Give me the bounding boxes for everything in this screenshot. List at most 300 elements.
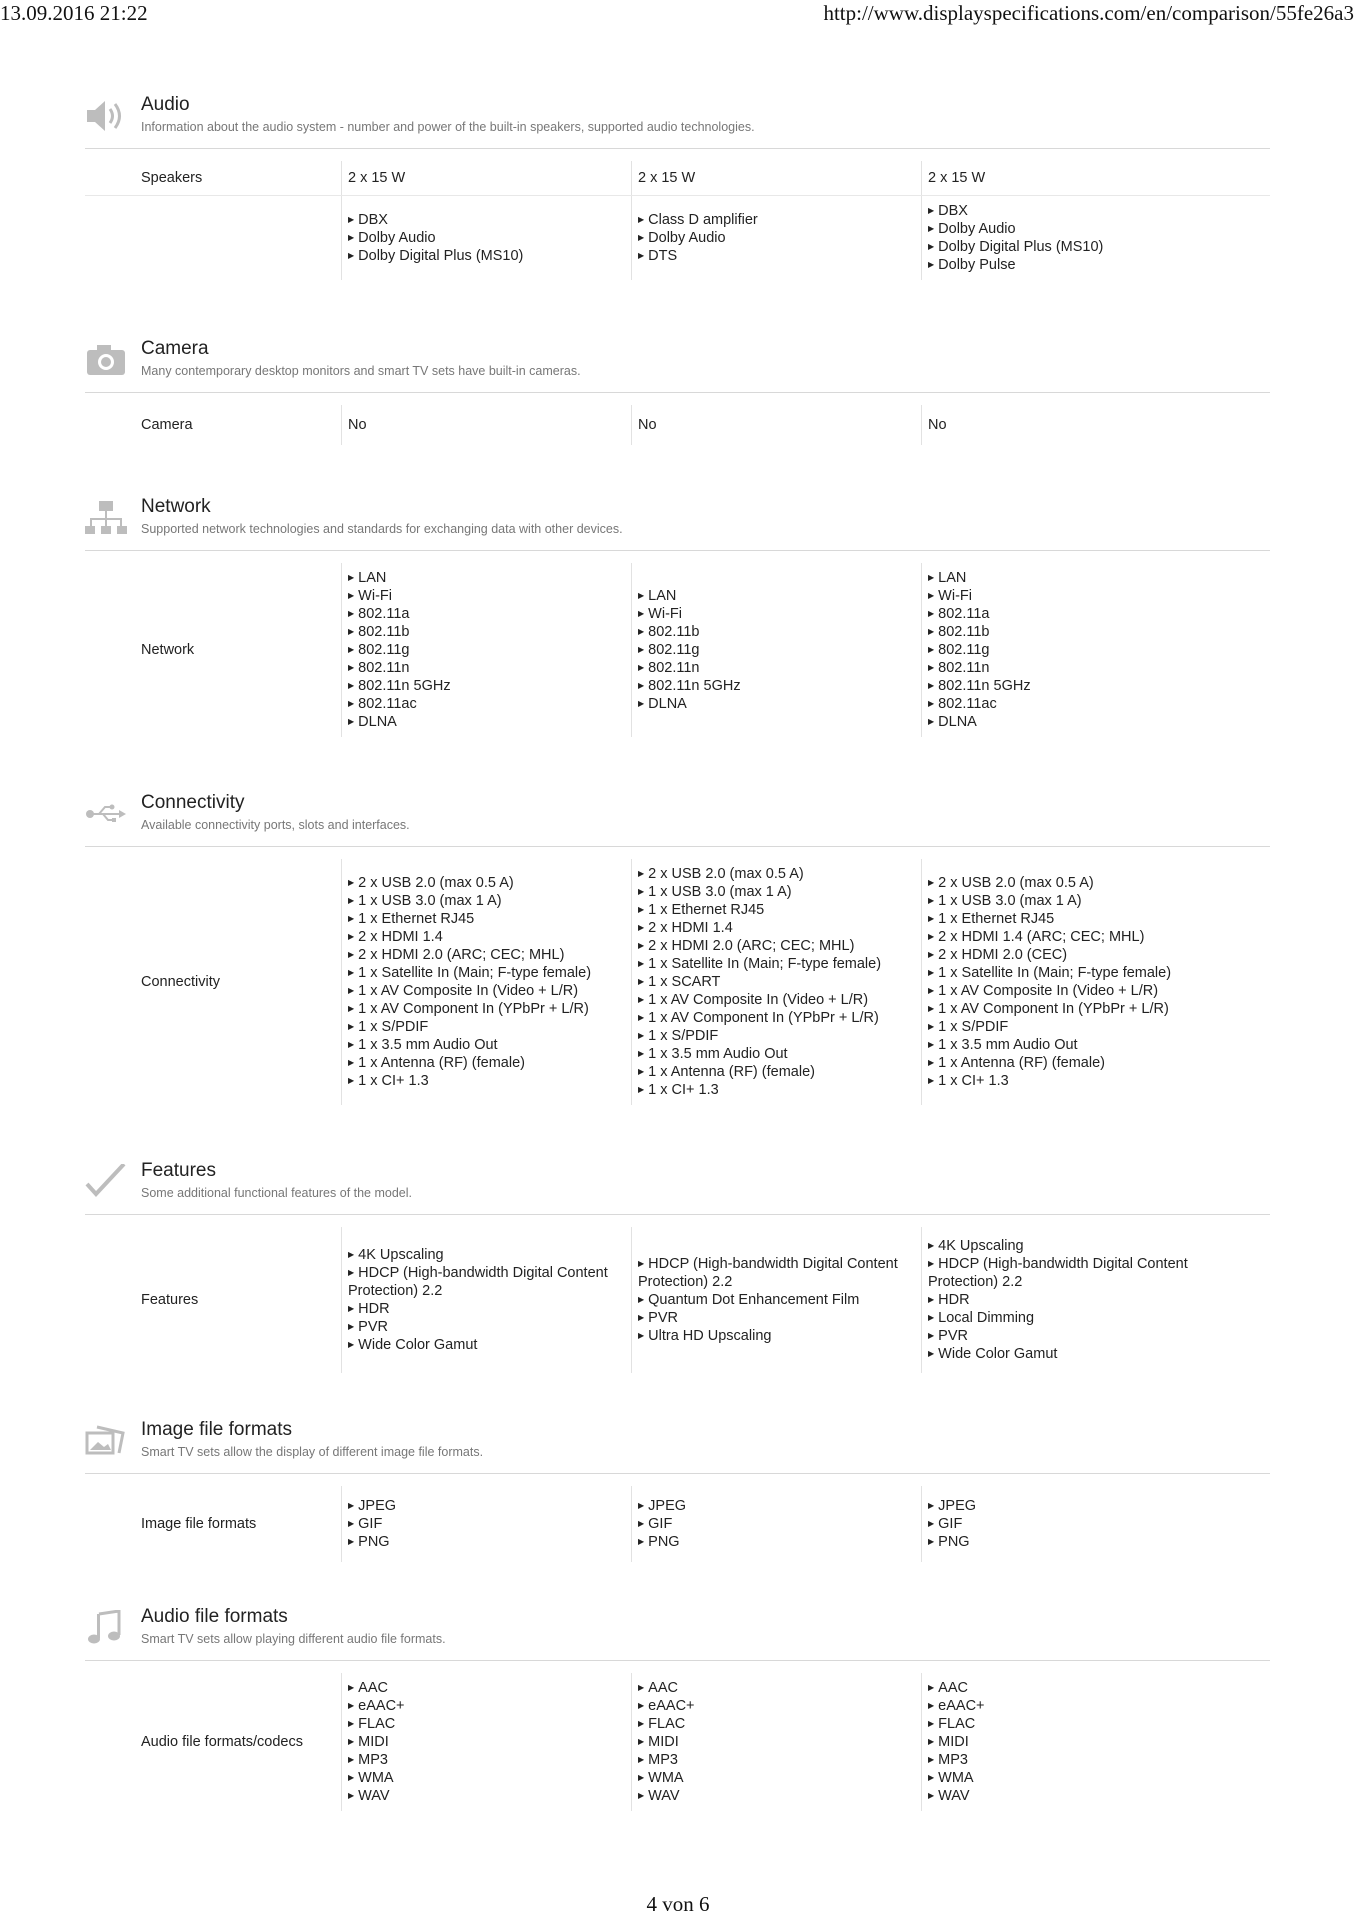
value-text: DTS <box>648 248 678 264</box>
bullet-triangle-icon: ▶ <box>928 1313 935 1322</box>
spec-rows <box>85 1215 1270 1373</box>
value-text: GIF <box>938 1516 963 1532</box>
value-item <box>348 1264 625 1300</box>
value-list <box>348 569 451 731</box>
value-list <box>638 1255 915 1345</box>
section-description: Information about the audio system - number and power of the built-in speakers, supported audio technologies. <box>141 120 755 134</box>
bullet-triangle-icon: ▶ <box>348 950 355 959</box>
value-item <box>928 1327 1205 1345</box>
bullet-triangle-icon: ▶ <box>638 645 645 654</box>
spec-value-model-3 <box>921 196 1211 280</box>
value-text: 1 x S/PDIF <box>358 1019 429 1035</box>
bullet-triangle-icon: ▶ <box>638 1791 645 1800</box>
value-text: 1 x AV Composite In (Video + L/R) <box>648 992 869 1008</box>
bullet-triangle-icon: ▶ <box>928 1241 935 1250</box>
spec-value-model-2 <box>631 1227 921 1373</box>
bullet-triangle-icon: ▶ <box>348 1022 355 1031</box>
value-item <box>348 1018 591 1036</box>
spec-value-model-1 <box>341 405 631 445</box>
spec-value-model-3 <box>921 563 1211 737</box>
value-item <box>928 910 1171 928</box>
value-item <box>928 1751 985 1769</box>
section-description: Smart TV sets allow the display of different image file formats. <box>141 1445 484 1459</box>
bullet-triangle-icon: ▶ <box>348 717 355 726</box>
bullet-triangle-icon: ▶ <box>638 923 645 932</box>
value-item <box>348 1533 396 1551</box>
value-item <box>638 1027 881 1045</box>
value-item <box>348 1733 405 1751</box>
value-item <box>638 1715 695 1733</box>
bullet-triangle-icon: ▶ <box>638 1501 645 1510</box>
value-item <box>928 569 1031 587</box>
bullet-triangle-icon: ▶ <box>348 573 355 582</box>
value-text: LAN <box>648 588 677 604</box>
value-item <box>928 677 1031 695</box>
value-item <box>928 713 1031 731</box>
bullet-triangle-icon: ▶ <box>348 1340 355 1349</box>
spec-label: Image file formats <box>141 1516 257 1532</box>
value-text: 1 x 3.5 mm Audio Out <box>648 1046 788 1062</box>
value-item <box>348 928 591 946</box>
value-item <box>348 1715 405 1733</box>
value-item <box>348 229 523 247</box>
value-list <box>928 1497 976 1551</box>
value-item <box>638 587 741 605</box>
value-text: FLAC <box>648 1716 686 1732</box>
bullet-triangle-icon: ▶ <box>348 932 355 941</box>
bullet-triangle-icon: ▶ <box>928 1719 935 1728</box>
value-item <box>348 892 591 910</box>
bullet-triangle-icon: ▶ <box>348 1719 355 1728</box>
value-text: DLNA <box>938 714 977 730</box>
value-text: DLNA <box>358 714 397 730</box>
bullet-triangle-icon: ▶ <box>638 699 645 708</box>
bullet-triangle-icon: ▶ <box>638 1701 645 1710</box>
bullet-triangle-icon: ▶ <box>348 681 355 690</box>
bullet-triangle-icon: ▶ <box>928 206 935 215</box>
value-text: MIDI <box>648 1734 679 1750</box>
value-item <box>348 1300 625 1318</box>
value-item <box>348 247 523 265</box>
value-list <box>348 1497 396 1551</box>
bullet-triangle-icon: ▶ <box>348 1076 355 1085</box>
value-item <box>928 964 1171 982</box>
page-number: 4 von 6 <box>646 1892 710 1916</box>
value-text: 2 x 15 W <box>638 170 696 186</box>
value-text: HDCP (High-bandwidth Digital Content Protection) 2.2 <box>348 1265 608 1299</box>
value-text: Wi-Fi <box>648 606 682 622</box>
value-text: eAAC+ <box>358 1698 405 1714</box>
value-item <box>928 1497 976 1515</box>
bullet-triangle-icon: ▶ <box>928 1791 935 1800</box>
value-text: 2 x HDMI 2.0 (ARC; CEC; MHL) <box>358 947 565 963</box>
value-item <box>638 883 881 901</box>
value-text: 1 x CI+ 1.3 <box>938 1073 1009 1089</box>
value-text: 1 x Satellite In (Main; F-type female) <box>358 965 592 981</box>
value-text: FLAC <box>358 1716 396 1732</box>
value-item <box>348 964 591 982</box>
value-text: AAC <box>938 1680 968 1696</box>
section-header <box>85 90 1270 149</box>
value-text: MIDI <box>358 1734 389 1750</box>
value-list <box>348 1246 625 1354</box>
value-list <box>638 1497 686 1551</box>
value-item <box>348 910 591 928</box>
value-item <box>348 695 451 713</box>
value-text: 802.11ac <box>938 696 997 712</box>
network-icon <box>85 500 127 536</box>
value-text: Dolby Audio <box>358 230 436 246</box>
bullet-triangle-icon: ▶ <box>638 977 645 986</box>
bullet-triangle-icon: ▶ <box>348 1040 355 1049</box>
value-item <box>348 1036 591 1054</box>
value-text: No <box>928 417 947 433</box>
value-item <box>638 1697 695 1715</box>
value-item <box>638 1327 915 1345</box>
value-text: DBX <box>938 203 968 219</box>
value-list <box>638 416 657 434</box>
value-text: 802.11b <box>358 624 410 640</box>
bullet-triangle-icon: ▶ <box>928 681 935 690</box>
bullet-triangle-icon: ▶ <box>638 1013 645 1022</box>
value-text: MP3 <box>358 1752 388 1768</box>
spec-value-model-3 <box>921 161 1211 195</box>
bullet-triangle-icon: ▶ <box>348 1250 355 1259</box>
value-text: JPEG <box>938 1498 977 1514</box>
value-text: PVR <box>938 1328 968 1344</box>
spec-label: Speakers <box>141 170 203 186</box>
value-list <box>928 874 1171 1090</box>
value-item <box>348 641 451 659</box>
spec-label: Camera <box>141 417 193 433</box>
value-text: 802.11g <box>648 642 700 658</box>
print-header <box>0 0 1356 28</box>
bullet-triangle-icon: ▶ <box>348 1701 355 1710</box>
value-text: 1 x CI+ 1.3 <box>358 1073 429 1089</box>
section-audio-formats <box>85 1602 1270 1811</box>
value-text: 802.11n 5GHz <box>358 678 451 694</box>
bullet-triangle-icon: ▶ <box>928 663 935 672</box>
value-item <box>348 1336 625 1354</box>
value-item <box>638 623 741 641</box>
spec-value-model-2 <box>631 1486 921 1562</box>
value-item <box>638 919 881 937</box>
value-text: 1 x AV Composite In (Video + L/R) <box>938 983 1159 999</box>
value-item <box>928 1679 985 1697</box>
spec-value-model-1 <box>341 196 631 280</box>
bullet-triangle-icon: ▶ <box>638 1085 645 1094</box>
value-item <box>928 1515 976 1533</box>
value-item <box>928 238 1103 256</box>
value-item <box>638 1787 695 1805</box>
value-text: 2 x 15 W <box>348 170 406 186</box>
bullet-triangle-icon: ▶ <box>348 1755 355 1764</box>
spec-value-model-2 <box>631 405 921 445</box>
value-item <box>638 1063 881 1081</box>
bullet-triangle-icon: ▶ <box>348 968 355 977</box>
value-text: HDR <box>938 1292 970 1308</box>
value-text: No <box>638 417 657 433</box>
bullet-triangle-icon: ▶ <box>638 1259 645 1268</box>
bullet-triangle-icon: ▶ <box>638 233 645 242</box>
value-item <box>638 1751 695 1769</box>
bullet-triangle-icon: ▶ <box>928 914 935 923</box>
bullet-triangle-icon: ▶ <box>348 986 355 995</box>
bullet-triangle-icon: ▶ <box>928 968 935 977</box>
spec-rows <box>85 1474 1270 1562</box>
value-list <box>638 1679 695 1805</box>
spec-value-model-1 <box>341 859 631 1105</box>
value-item <box>638 605 741 623</box>
value-item <box>928 416 947 434</box>
value-item <box>638 901 881 919</box>
value-text: 1 x Ethernet RJ45 <box>938 911 1055 927</box>
spec-value-model-3 <box>921 1227 1211 1373</box>
value-text: 1 x AV Component In (YPbPr + L/R) <box>358 1001 589 1017</box>
bullet-triangle-icon: ▶ <box>928 224 935 233</box>
bullet-triangle-icon: ▶ <box>348 1322 355 1331</box>
value-text: 802.11g <box>358 642 410 658</box>
value-item <box>928 202 1103 220</box>
print-datetime: 13.09.2016 21:22 <box>0 1 148 25</box>
spec-rows <box>85 393 1270 445</box>
value-text: No <box>348 417 367 433</box>
value-item <box>348 1679 405 1697</box>
value-list <box>348 169 405 187</box>
spec-label: Network <box>141 642 195 658</box>
value-item <box>638 695 741 713</box>
spec-value-model-1 <box>341 1673 631 1811</box>
bullet-triangle-icon: ▶ <box>928 717 935 726</box>
value-item <box>638 1309 915 1327</box>
value-text: LAN <box>938 570 967 586</box>
spec-label: Audio file formats/codecs <box>141 1734 303 1750</box>
value-text: AAC <box>648 1680 678 1696</box>
value-text: 1 x Ethernet RJ45 <box>358 911 475 927</box>
value-item <box>928 892 1171 910</box>
bullet-triangle-icon: ▶ <box>348 233 355 242</box>
bullet-triangle-icon: ▶ <box>928 609 935 618</box>
bullet-triangle-icon: ▶ <box>348 1737 355 1746</box>
value-text: 2 x HDMI 2.0 (CEC) <box>938 947 1068 963</box>
value-list <box>638 865 881 1099</box>
value-item <box>348 623 451 641</box>
bullet-triangle-icon: ▶ <box>928 1519 935 1528</box>
bullet-triangle-icon: ▶ <box>928 1537 935 1546</box>
spec-rows <box>85 847 1270 1105</box>
bullet-triangle-icon: ▶ <box>928 573 935 582</box>
value-list <box>638 587 741 713</box>
section-features <box>85 1156 1270 1373</box>
section-connectivity <box>85 788 1270 1105</box>
value-text: Class D amplifier <box>648 212 758 228</box>
spec-row <box>85 563 1270 737</box>
section-title: Audio file formats <box>141 1606 288 1627</box>
value-item <box>348 713 451 731</box>
value-text: PNG <box>358 1534 390 1550</box>
value-item <box>638 973 881 991</box>
value-item <box>928 695 1031 713</box>
value-item <box>348 569 451 587</box>
value-item <box>928 587 1031 605</box>
value-text: eAAC+ <box>648 1698 695 1714</box>
spec-value-model-3 <box>921 859 1211 1105</box>
spec-rows <box>85 1661 1270 1811</box>
value-item <box>638 1679 695 1697</box>
value-text: PNG <box>938 1534 970 1550</box>
value-text: HDCP (High-bandwidth Digital Content Protection) 2.2 <box>638 1256 898 1290</box>
value-text: DBX <box>358 212 388 228</box>
value-text: 1 x Satellite In (Main; F-type female) <box>648 956 882 972</box>
spec-label: Features <box>141 1292 199 1308</box>
bullet-triangle-icon: ▶ <box>348 215 355 224</box>
bullet-triangle-icon: ▶ <box>348 251 355 260</box>
value-text: Dolby Pulse <box>938 257 1016 273</box>
bullet-triangle-icon: ▶ <box>348 1004 355 1013</box>
value-text: Dolby Audio <box>938 221 1016 237</box>
value-item <box>638 1045 881 1063</box>
speaker-icon <box>85 98 127 134</box>
value-text: Dolby Digital Plus (MS10) <box>358 248 524 264</box>
value-text: 2 x USB 2.0 (max 0.5 A) <box>938 875 1094 891</box>
value-text: 802.11a <box>358 606 410 622</box>
bullet-triangle-icon: ▶ <box>348 1537 355 1546</box>
music-note-icon <box>85 1610 127 1646</box>
spec-rows <box>85 149 1270 280</box>
value-text: 802.11b <box>938 624 990 640</box>
bullet-triangle-icon: ▶ <box>928 878 935 887</box>
value-item <box>348 1497 396 1515</box>
value-item <box>348 659 451 677</box>
value-text: 802.11n <box>358 660 410 676</box>
bullet-triangle-icon: ▶ <box>638 1755 645 1764</box>
value-text: 1 x Antenna (RF) (female) <box>358 1055 525 1071</box>
value-text: PVR <box>358 1319 388 1335</box>
value-list <box>928 416 947 434</box>
value-item <box>348 1787 405 1805</box>
value-item <box>638 1081 881 1099</box>
bullet-triangle-icon: ▶ <box>348 1519 355 1528</box>
value-item <box>638 955 881 973</box>
value-item <box>638 1497 686 1515</box>
value-item <box>928 220 1103 238</box>
value-text: 2 x HDMI 2.0 (ARC; CEC; MHL) <box>648 938 855 954</box>
bullet-triangle-icon: ▶ <box>928 591 935 600</box>
bullet-triangle-icon: ▶ <box>348 1058 355 1067</box>
section-title: Network <box>141 496 211 517</box>
value-text: 1 x Antenna (RF) (female) <box>648 1064 815 1080</box>
section-description: Smart TV sets allow playing different audio file formats. <box>141 1632 446 1646</box>
value-item <box>928 982 1171 1000</box>
value-text: Wide Color Gamut <box>938 1346 1058 1362</box>
bullet-triangle-icon: ▶ <box>638 1295 645 1304</box>
value-text: WMA <box>358 1770 394 1786</box>
bullet-triangle-icon: ▶ <box>348 663 355 672</box>
value-item <box>928 1291 1205 1309</box>
value-item <box>928 1237 1205 1255</box>
value-item <box>348 605 451 623</box>
section-title: Camera <box>141 338 209 359</box>
spec-row <box>85 161 1270 195</box>
value-text: WMA <box>648 1770 684 1786</box>
bullet-triangle-icon: ▶ <box>928 645 935 654</box>
value-text: eAAC+ <box>938 1698 985 1714</box>
value-item <box>348 416 367 434</box>
value-text: FLAC <box>938 1716 976 1732</box>
value-text: WAV <box>938 1788 970 1804</box>
value-text: 802.11g <box>938 642 990 658</box>
value-text: 2 x HDMI 1.4 <box>358 929 443 945</box>
value-item <box>638 937 881 955</box>
value-text: GIF <box>648 1516 673 1532</box>
bullet-triangle-icon: ▶ <box>638 1537 645 1546</box>
section-header <box>85 1415 1270 1474</box>
section-description: Many contemporary desktop monitors and smart TV sets have built-in cameras. <box>141 364 581 378</box>
value-list <box>638 211 758 265</box>
bullet-triangle-icon: ▶ <box>928 896 935 905</box>
value-text: LAN <box>358 570 387 586</box>
value-item <box>928 1769 985 1787</box>
value-item <box>348 1697 405 1715</box>
value-item <box>928 1255 1205 1291</box>
bullet-triangle-icon: ▶ <box>928 1737 935 1746</box>
bullet-triangle-icon: ▶ <box>928 932 935 941</box>
bullet-triangle-icon: ▶ <box>638 1773 645 1782</box>
value-text: WMA <box>938 1770 974 1786</box>
value-item <box>928 1018 1171 1036</box>
value-item <box>928 641 1031 659</box>
bullet-triangle-icon: ▶ <box>928 242 935 251</box>
value-item <box>928 1309 1205 1327</box>
value-item <box>928 1345 1205 1363</box>
bullet-triangle-icon: ▶ <box>928 1349 935 1358</box>
bullet-triangle-icon: ▶ <box>638 681 645 690</box>
value-text: 802.11n <box>648 660 700 676</box>
value-list <box>638 169 695 187</box>
section-title: Features <box>141 1160 216 1181</box>
bullet-triangle-icon: ▶ <box>348 627 355 636</box>
section-title: Connectivity <box>141 792 245 813</box>
value-item <box>638 169 695 187</box>
value-text: JPEG <box>358 1498 397 1514</box>
value-text: 1 x S/PDIF <box>938 1019 1009 1035</box>
value-text: 1 x AV Component In (YPbPr + L/R) <box>938 1001 1169 1017</box>
value-text: PNG <box>648 1534 680 1550</box>
value-text: 802.11a <box>938 606 990 622</box>
value-text: PVR <box>648 1310 678 1326</box>
value-item <box>348 1515 396 1533</box>
value-list <box>928 1679 985 1805</box>
bullet-triangle-icon: ▶ <box>638 1031 645 1040</box>
bullet-triangle-icon: ▶ <box>348 914 355 923</box>
print-url: http://www.displayspecifications.com/en/comparison/55fe26a3 <box>823 1 1354 25</box>
value-text: 1 x CI+ 1.3 <box>648 1082 719 1098</box>
value-text: Wi-Fi <box>358 588 392 604</box>
spec-value-model-1 <box>341 1227 631 1373</box>
value-item <box>638 1733 695 1751</box>
value-item <box>348 587 451 605</box>
value-text: MP3 <box>938 1752 968 1768</box>
value-item <box>348 1318 625 1336</box>
value-text: MP3 <box>648 1752 678 1768</box>
spec-value-model-1 <box>341 563 631 737</box>
value-text: 802.11n 5GHz <box>648 678 741 694</box>
spec-row <box>85 1227 1270 1373</box>
bullet-triangle-icon: ▶ <box>638 609 645 618</box>
spec-row <box>85 859 1270 1105</box>
value-item <box>928 659 1031 677</box>
value-text: 1 x S/PDIF <box>648 1028 719 1044</box>
